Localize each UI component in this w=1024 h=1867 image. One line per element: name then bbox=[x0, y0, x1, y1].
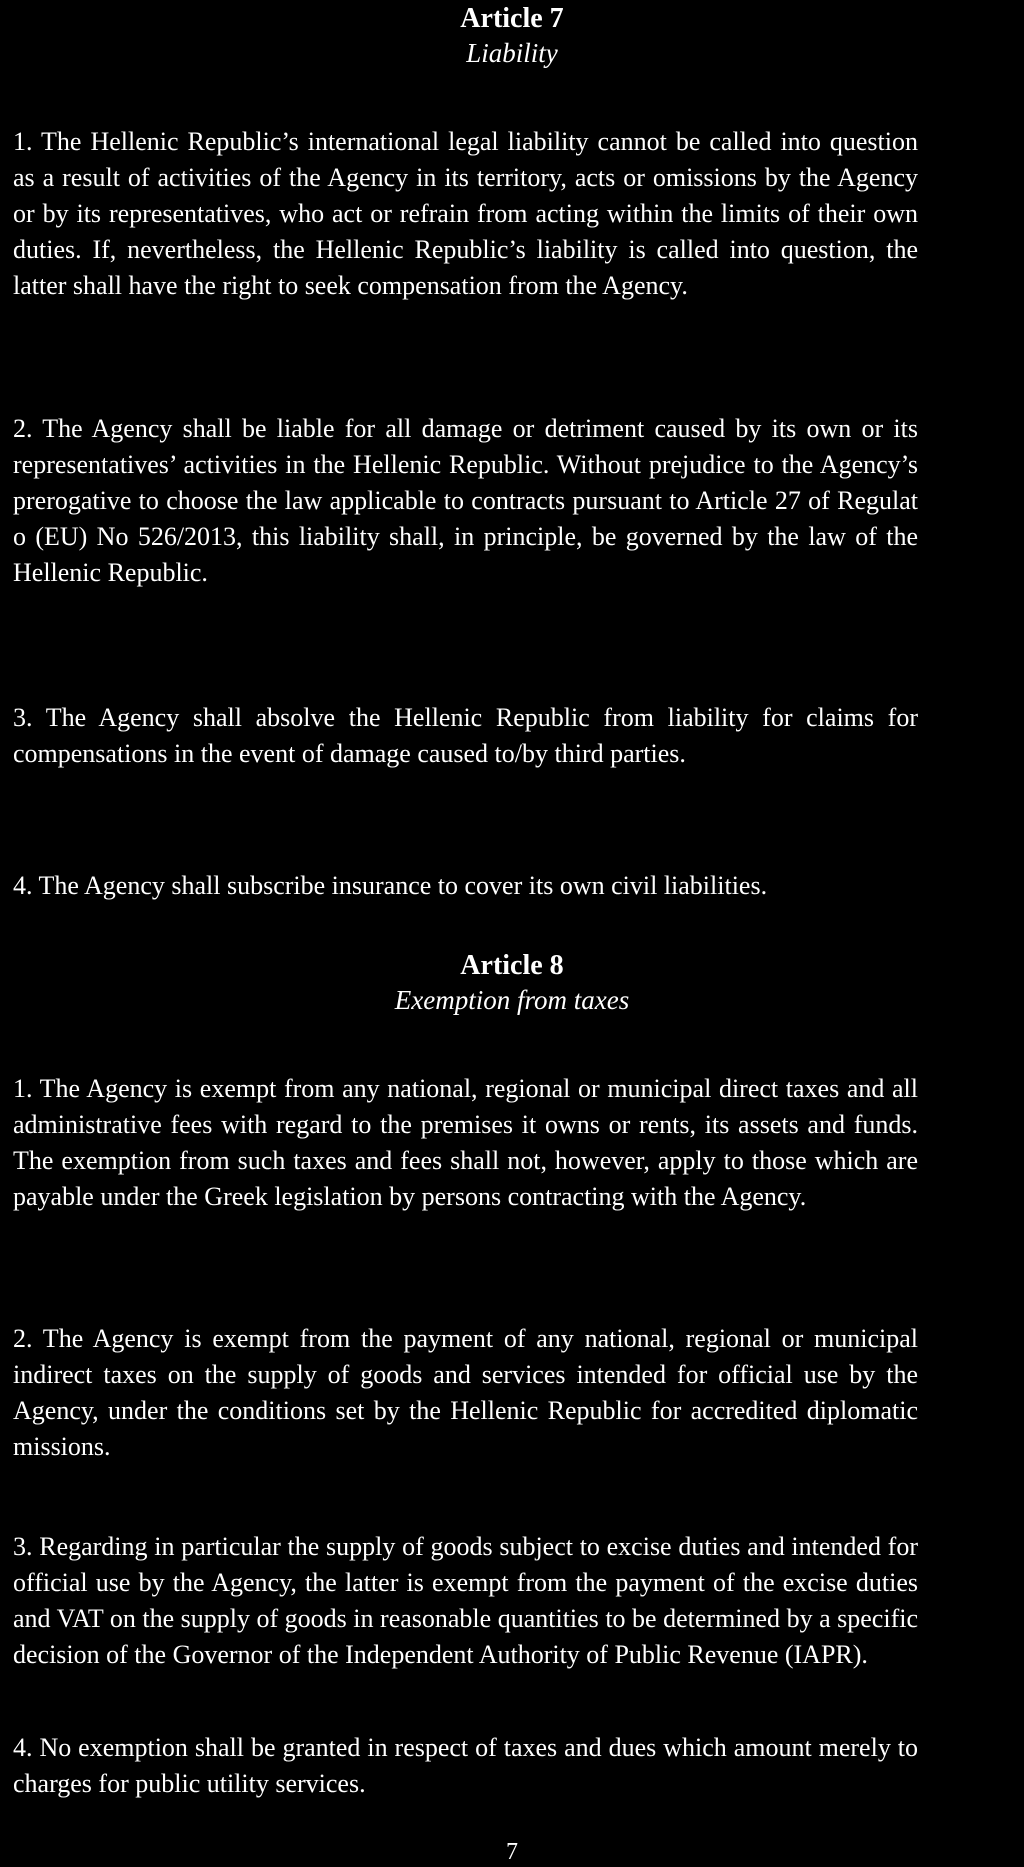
article-8-title: Article 8 bbox=[460, 950, 564, 981]
page-number: 7 bbox=[506, 1839, 518, 1865]
article-7-paragraph-3: 3. The Agency shall absolve the Hellenic Republic from liability for claims for compensations in the event of damage caused to/by third parties. bbox=[13, 703, 918, 768]
article-8-subtitle: Exemption from taxes bbox=[394, 985, 630, 1015]
article-7-paragraph-4: 4. The Agency shall subscribe insurance to cover its own civil liabilities. bbox=[13, 871, 768, 900]
article-8-paragraph-2: 2. The Agency is exempt from the payment of any national, regional or municipal indirect taxes on the supply of goods and services intended for official use by the Agency, under the conditions set by the Hellenic Republic for accredited diplomatic missions. bbox=[13, 1324, 918, 1461]
article-7-paragraph-2: 2. The Agency shall be liable for all damage or detriment caused by its own or its representatives’ activities in the Hellenic Republic. Without prejudice to the Agency’s prerogative to choose the law applicable to contracts pursuant to Article 27 of Regulat o (EU) No 526/2013, this liability shall, in principle, be governed by the law of the Hellenic Republic. bbox=[13, 414, 918, 587]
article-8-heading bbox=[0, 949, 1024, 1017]
article-8-paragraph-3: 3. Regarding in particular the supply of goods subject to excise duties and intended for official use by the Agency, the latter is exempt from the payment of the excise duties and VAT on the supply of goods in reasonable quantities to be determined by a specific decision of the Governor of the Independent Authority of Public Revenue (IAPR). bbox=[13, 1532, 918, 1669]
article-7-title: Article 7 bbox=[460, 3, 564, 34]
article-7-heading bbox=[0, 2, 1024, 70]
article-8-paragraph-1: 1. The Agency is exempt from any national, regional or municipal direct taxes and all administrative fees with regard to the premises it owns or rents, its assets and funds. The exemption from such taxes and fees shall not, however, apply to those which are payable under the Greek legislation by persons contracting with the Agency. bbox=[13, 1074, 918, 1211]
article-7-subtitle: Liability bbox=[466, 38, 558, 68]
article-7-paragraph-1: 1. The Hellenic Republic’s international legal liability cannot be called into question as a result of activities of the Agency in its territory, acts or omissions by the Agency or by its representatives, who act or refrain from acting within the limits of their own duties. If, nevertheless, the Hellenic Republic’s liability is called into question, the latter shall have the right to seek compensation from the Agency. bbox=[13, 127, 918, 300]
article-8-paragraph-4: 4. No exemption shall be granted in respect of taxes and dues which amount merely to charges for public utility services. bbox=[13, 1733, 918, 1798]
